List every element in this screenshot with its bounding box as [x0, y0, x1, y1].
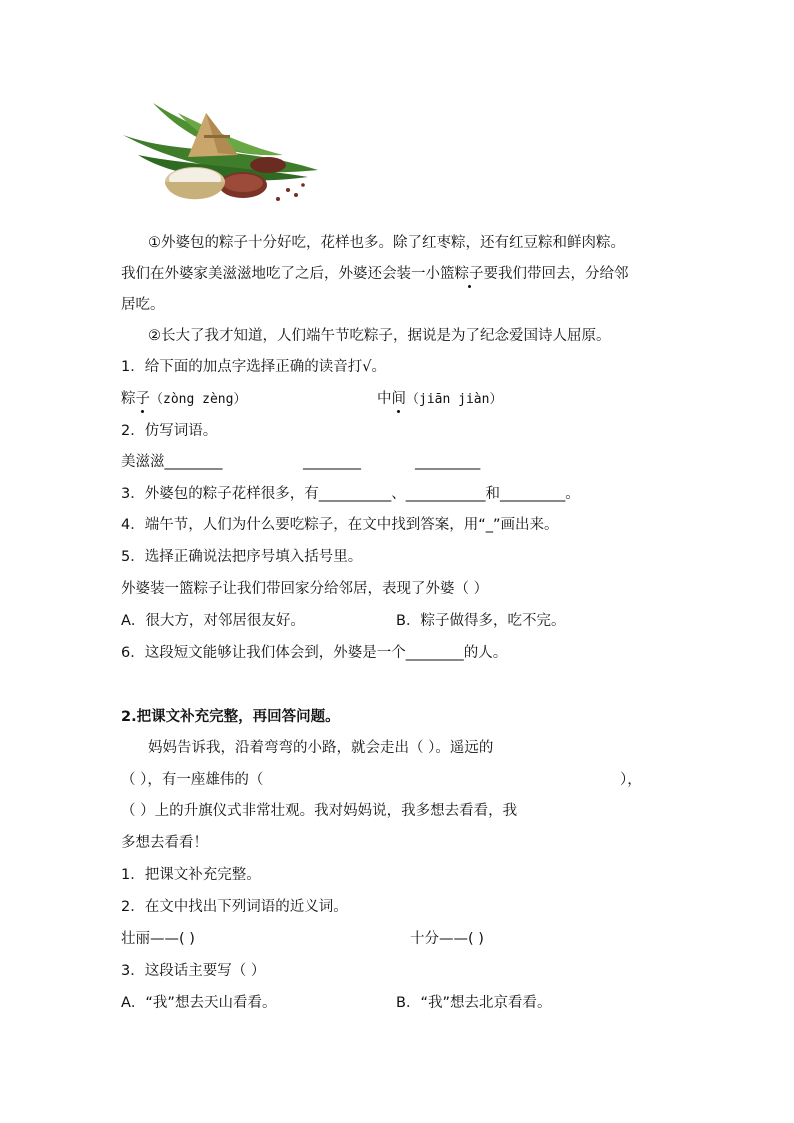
- dotted-char: 间: [391, 391, 406, 407]
- synonym-item-2[interactable]: 十分——( ): [410, 931, 484, 947]
- word-example: 美滋滋________: [121, 454, 223, 470]
- option-b[interactable]: B．粽子做得多，吃不完。: [396, 613, 566, 629]
- passage2-line1: 妈妈告诉我，沿着弯弯的小路，就会走出（ ）。遥远的: [148, 740, 494, 756]
- question-1: 1．给下面的加点字选择正确的读音打√。: [121, 359, 386, 375]
- question-2-3: 3．这段话主要写（ ）: [121, 963, 266, 979]
- question-2-2: 2．在文中找出下列词语的近义词。: [121, 899, 348, 915]
- synonym-item-1[interactable]: 壮丽——( ): [121, 931, 195, 947]
- pinyin-option-1: 粽子（zòng zèng）: [121, 391, 247, 407]
- dotted-char: 粽子: [454, 266, 484, 282]
- passage-paragraph-1-line3: 居吃。: [121, 297, 165, 313]
- question-2: 2．仿写词语。: [121, 423, 218, 439]
- zongzi-illustration: [118, 95, 323, 215]
- passage-paragraph-2: ②长大了我才知道，人们端午节吃粽子，据说是为了纪念爱国诗人屈原。: [148, 328, 611, 344]
- question-3: 3．外婆包的粽子花样很多，有__________、___________和_________。: [121, 486, 580, 502]
- passage2-line2: （ ），有一座雄伟的（: [121, 772, 264, 788]
- pinyin-option-2: 中间（jiān jiàn）: [377, 391, 503, 407]
- question-5: 5．选择正确说法把序号填入括号里。: [121, 549, 363, 565]
- option-a[interactable]: A．很大方，对邻居很友好。: [121, 613, 305, 629]
- word-blank[interactable]: _________: [415, 454, 481, 470]
- question-2-1: 1．把课文补充完整。: [121, 867, 261, 883]
- question-6: 6．这段短文能够让我们体会到，外婆是一个________的人。: [121, 645, 508, 661]
- passage2-line3: （ ）上的升旗仪式非常壮观。我对妈妈说，我多想去看看，我: [121, 803, 518, 819]
- passage-paragraph-1: ①外婆包的粽子十分好吃，花样也多。除了红枣粽，还有红豆粽和鲜肉粽。: [148, 235, 625, 251]
- dotted-char: 子: [135, 391, 150, 407]
- question-4: 4．端午节，人们为什么要吃粽子，在文中找到答案，用“_”画出来。: [121, 517, 559, 533]
- passage2-line4: 多想去看看！: [121, 835, 208, 851]
- bean-bowl: [250, 157, 286, 173]
- passage-paragraph-1-line2: 我们在外婆家美滋滋地吃了之后，外婆还会装一小篮粽子要我们带回去，分给邻: [121, 266, 629, 282]
- word-blank[interactable]: ________: [303, 454, 361, 470]
- section-2-title: 2.把课文补充完整，再回答问题。: [121, 709, 340, 725]
- option-b[interactable]: B．“我”想去北京看看。: [396, 995, 552, 1011]
- passage2-line2-end: ），: [620, 772, 642, 788]
- option-a[interactable]: A．“我”想去天山看看。: [121, 995, 277, 1011]
- question-5-stem: 外婆装一篮粽子让我们带回家分给邻居，表现了外婆（ ）: [121, 581, 489, 597]
